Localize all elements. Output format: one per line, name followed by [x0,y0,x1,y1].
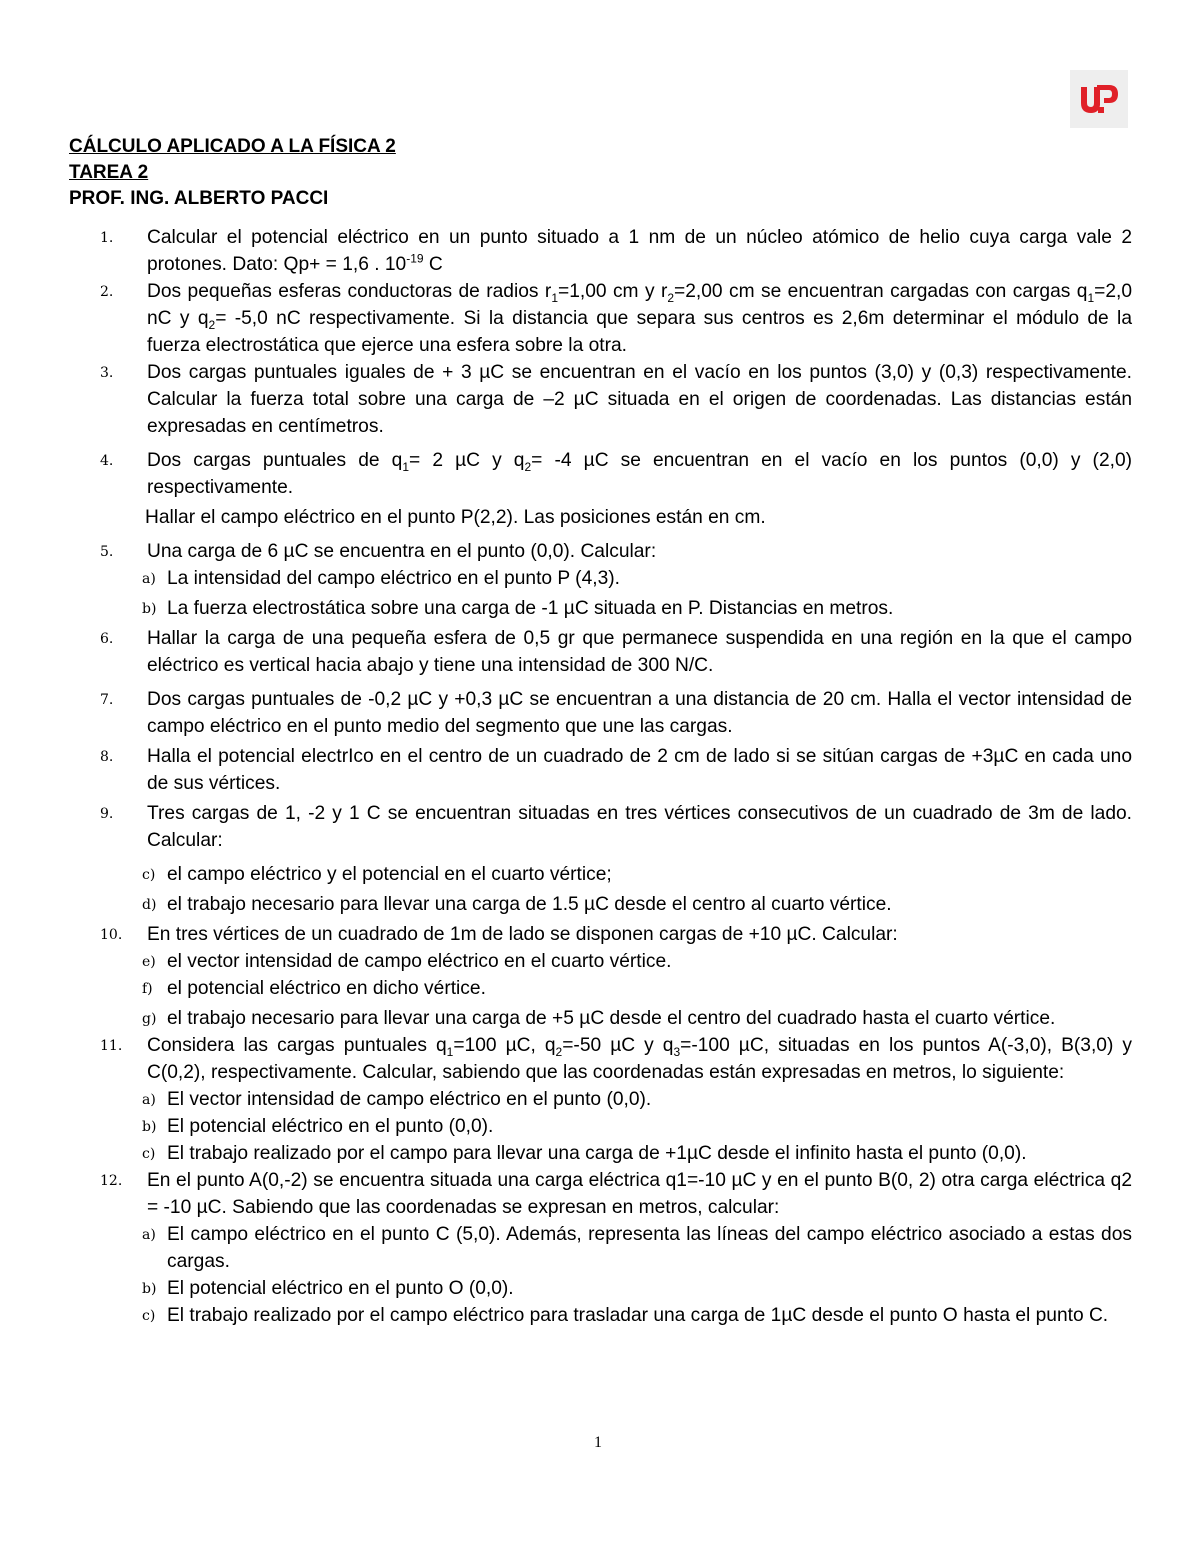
question-11-sub-a: a) El vector intensidad de campo eléctrico en el punto (0,0). [142,1089,652,1110]
question-number: 5. [100,544,114,560]
university-logo [1070,70,1128,128]
question-11-sub-c: c) El trabajo realizado por el campo para llevar una carga de +1µC desde el infinito hasta el punto (0,0). [142,1143,1027,1164]
up-logo-icon [1077,81,1121,117]
question-10-sub-e: e) el vector intensidad de campo eléctrico en el cuarto vértice. [142,951,672,972]
question-4: 4. Dos cargas puntuales de $q_1= 2$ µC y $q_2= -4$ µC se encuentran en el vacío en los puntos (0,0) y (2,0) respectivamente. [100,450,1133,498]
question-number: 10. [100,927,123,943]
question-number: 7. [100,692,114,708]
question-number: 2. [100,284,114,300]
question-11: 11. Considera las cargas puntuales $q_1=100$ µC, $q_2=-50$ µC y $q_3=-100$ µC, situadas en los puntos A(-3,0), B(3,0) y C(0,2), respectivamente. Calcular, sabiendo que las coordenadas están expresadas en metros, lo siguiente: [100,1035,1133,1083]
task-title: TAREA 2 [69,162,149,183]
question-number: 11. [100,1038,123,1054]
question-9-sub-c: c) el campo eléctrico y el potencial en el cuarto vértice; [142,864,612,885]
page-number: 1 [594,1434,602,1451]
question-5-sub-b: b) La fuerza electrostática sobre una carga de -1 µC situada en P. Distancias en metros. [142,598,894,619]
question-5: 5. Una carga de 6 µC se encuentra en el punto (0,0). Calcular: [69,538,1132,565]
question-12-sub-c: c) El trabajo realizado por el campo eléctrico para trasladar una carga de 1µC desde el punto O hasta el punto C. [142,1305,1109,1326]
question-6: 6. Hallar la carga de una pequeña esfera de 0,5 gr que permanece suspendida en una región en la que el campo eléctrico es vertical hacia abajo y tiene una intensidad de 300 N/C. [100,628,1132,676]
question-10-sub-g: g) el trabajo necesario para llevar una carga de +5 µC desde el centro del cuadrado hasta el cuarto vértice. [142,1008,1056,1029]
question-number: 9. [100,806,114,822]
question-10: 10. En tres vértices de un cuadrado de 1m de lado se disponen cargas de +10 µC. Calcular: [69,921,1132,948]
document-header [69,134,396,212]
question-9: 9. Tres cargas de 1, -2 y 1 C se encuentran situadas en tres vértices consecutivos de un cuadrado de 3m de lado. Calcular: [100,803,1132,851]
question-3: 3. Dos cargas puntuales iguales de + 3 µC se encuentran en el vacío en los puntos (3,0) y (0,3) respectivamente. Calcular la fuerza total sobre una carga de –2 µC situada en el origen de coordenadas. Las distancias están expresadas en centímetros. [100,362,1132,437]
question-number: 4. [100,453,114,469]
question-12-sub-b: b) El potencial eléctrico en el punto O (0,0). [142,1278,514,1299]
question-8: 8. Halla el potencial electrIco en el centro de un cuadrado de 2 cm de lado si se sitúan cargas de +3µC en cada uno de sus vértices. [100,746,1132,794]
course-title: CÁLCULO APLICADO A LA FÍSICA 2 [69,136,396,157]
question-9-sub-d: d) el trabajo necesario para llevar una carga de 1.5 µC desde el centro al cuarto vértice. [142,894,892,915]
professor-name: PROF. ING. ALBERTO PACCI [69,188,329,209]
question-5-sub-a: a) La intensidad del campo eléctrico en el punto P (4,3). [142,568,620,589]
question-4-extra: Hallar el campo eléctrico en el punto P(2,2). Las posiciones están en cm. [145,507,766,528]
question-12-sub-a: a) El campo eléctrico en el punto C (5,0). Además, representa las líneas del campo eléctrico asociado a estas dos cargas. [142,1224,1132,1272]
question-1: 1. Calcular el potencial eléctrico en un punto situado a 1 nm de un núcleo atómico de helio cuya carga vale 2 protones. Dato: Qp+ = 1,6 . $10^{-19}$ C [100,227,1132,275]
question-7: 7. Dos cargas puntuales de -0,2 µC y +0,3 µC se encuentran a una distancia de 20 cm. Halla el vector intensidad de campo eléctrico en el punto medio del segmento que une las cargas. [100,689,1132,737]
question-number: 6. [100,631,114,647]
question-number: 12. [100,1173,123,1189]
question-number: 8. [100,749,114,765]
question-10-sub-f: f) el potencial eléctrico en dicho vértice. [142,978,486,999]
question-11-sub-b: b) El potencial eléctrico en el punto (0,0). [142,1116,494,1137]
question-12: 12. En el punto A(0,-2) se encuentra situada una carga eléctrica q1=-10 µC y en el punto B(0, 2) otra carga eléctrica q2 = -10 µC. Sabiendo que las coordenadas se expresan en metros, calcular: [100,1170,1132,1218]
question-number: 3. [100,365,114,381]
question-list [69,224,1132,1329]
question-number: 1. [100,230,114,246]
question-2: 2. Dos pequeñas esferas conductoras de radios $r_1=1,00$ cm y $r_2=2,00$ cm se encuentran cargadas con cargas $q_1=2,0$ nC y $q_2= -5,0$ nC respectivamente. Si la distancia que separa sus centros es 2,6m determinar el módulo de la fuerza electrostática que ejerce una esfera sobre la otra. [100,281,1133,356]
